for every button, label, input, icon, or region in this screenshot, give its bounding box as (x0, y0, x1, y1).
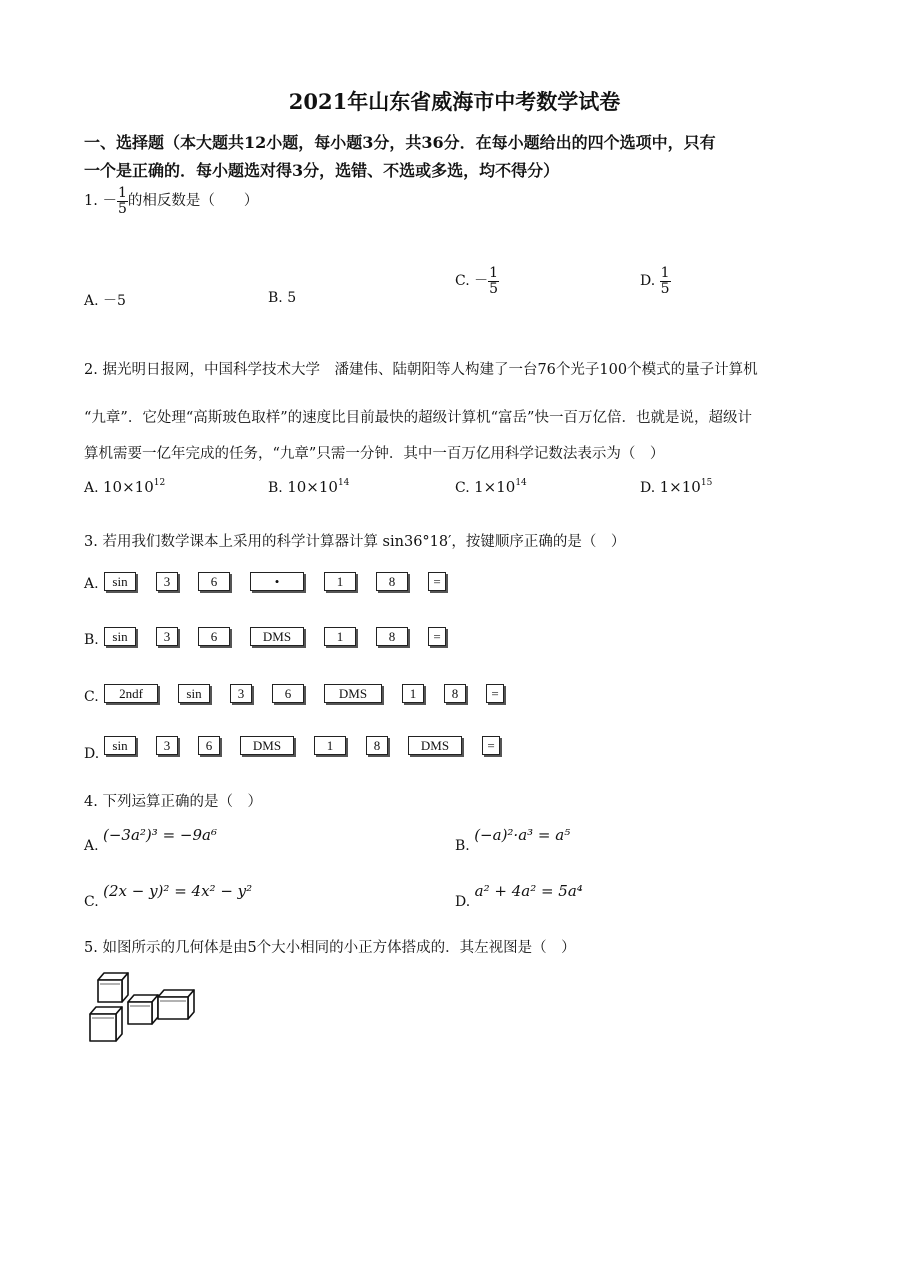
q4-option-b[interactable]: B. (−a)²·a³ = a⁵ (455, 826, 571, 854)
key-6: 6 (198, 736, 220, 755)
q1-option-a[interactable]: A. －5 (84, 293, 126, 309)
q3-option-a-keys[interactable] (104, 572, 446, 591)
key-dms: DMS (324, 684, 382, 703)
key-dms: DMS (250, 627, 304, 646)
q3-option-b-label[interactable]: B. (84, 632, 99, 648)
key-2ndf: 2ndf (104, 684, 158, 703)
q5-stem: 5. 如图所示的几何体是由5个大小相同的小正方体搭成的．其左视图是（ ） (84, 940, 576, 956)
key-dot: • (250, 572, 304, 591)
key-3: 3 (230, 684, 252, 703)
q3-option-a-label[interactable]: A. (84, 576, 99, 592)
q3-option-c-label[interactable]: C. (84, 689, 99, 705)
key-equals: = (482, 736, 500, 755)
key-dms: DMS (408, 736, 462, 755)
page-title: 2021年山东省威海市中考数学试卷 (288, 89, 621, 114)
key-8: 8 (376, 572, 408, 591)
question-1 (84, 186, 258, 216)
key-equals: = (428, 627, 446, 646)
key-dms: DMS (240, 736, 294, 755)
key-1: 1 (402, 684, 424, 703)
q1-option-b[interactable]: B. 5 (268, 290, 297, 306)
cube-figure (86, 968, 200, 1046)
key-8: 8 (376, 627, 408, 646)
q1-prefix: 1. － (84, 193, 117, 210)
q3-option-d-label[interactable]: D. (84, 746, 100, 762)
q4-stem: 4. 下列运算正确的是（ ） (84, 794, 262, 810)
q1-option-d[interactable]: D. $\frac{1}{5}$ (640, 265, 670, 297)
q2-option-c[interactable]: C. $1\times 10^{14}$ (455, 478, 527, 496)
q1-fraction: $\frac{1}{5}$ (117, 185, 127, 217)
q4-option-a[interactable]: A. (−3a²)³ = −9a⁶ (84, 826, 217, 854)
q3-option-d-keys[interactable] (104, 736, 500, 755)
key-sin: sin (104, 627, 136, 646)
key-1: 1 (324, 572, 356, 591)
section-heading-line1: 一、选择题（本大题共12小题，每小题3分，共36分．在每小题给出的四个选项中，只有 (84, 133, 716, 152)
key-sin: sin (104, 572, 136, 591)
q1-option-c[interactable]: C. － $\frac{1}{5}$ (455, 265, 499, 297)
q2-line2: “九章”．它处理“高斯玻色取样”的速度比目前最快的超级计算机“富岳”快一百万亿倍．也就是说，超级计 (84, 410, 752, 426)
key-8: 8 (366, 736, 388, 755)
q3-option-b-keys[interactable] (104, 627, 446, 646)
key-equals: = (428, 572, 446, 591)
key-6: 6 (198, 572, 230, 591)
key-3: 3 (156, 627, 178, 646)
key-6: 6 (198, 627, 230, 646)
key-8: 8 (444, 684, 466, 703)
key-3: 3 (156, 736, 178, 755)
key-sin: sin (178, 684, 210, 703)
q2-option-b[interactable]: B. $10\times 10^{14}$ (268, 478, 350, 496)
key-sin: sin (104, 736, 136, 755)
q2-option-a[interactable]: A. $10\times 10^{12}$ (84, 478, 166, 496)
key-3: 3 (156, 572, 178, 591)
key-1: 1 (324, 627, 356, 646)
q1-suffix: 的相反数是（ ） (127, 193, 259, 210)
q3-stem: 3. 若用我们数学课本上采用的科学计算器计算 sin36°18′，按键顺序正确的是（ ） (84, 534, 626, 550)
q3-option-c-keys[interactable] (104, 684, 504, 703)
q4-option-d[interactable]: D. a² + 4a² = 5a⁴ (455, 882, 583, 910)
q2-option-d[interactable]: D. $1\times 10^{15}$ (640, 478, 713, 496)
q2-line1: 2. 据光明日报网，中国科学技术大学 潘建伟、陆朝阳等人构建了一台76个光子100个模式的量子计算机 (84, 362, 758, 378)
section-heading-line2: 一个是正确的．每小题选对得3分，选错、不选或多选，均不得分） (84, 161, 560, 180)
q2-line3: 算机需要一亿年完成的任务，“九章”只需一分钟．其中一百万亿用科学记数法表示为（ ） (84, 446, 665, 462)
key-equals: = (486, 684, 504, 703)
key-6: 6 (272, 684, 304, 703)
q4-option-c[interactable]: C. (2x − y)² = 4x² − y² (84, 882, 253, 910)
key-1: 1 (314, 736, 346, 755)
